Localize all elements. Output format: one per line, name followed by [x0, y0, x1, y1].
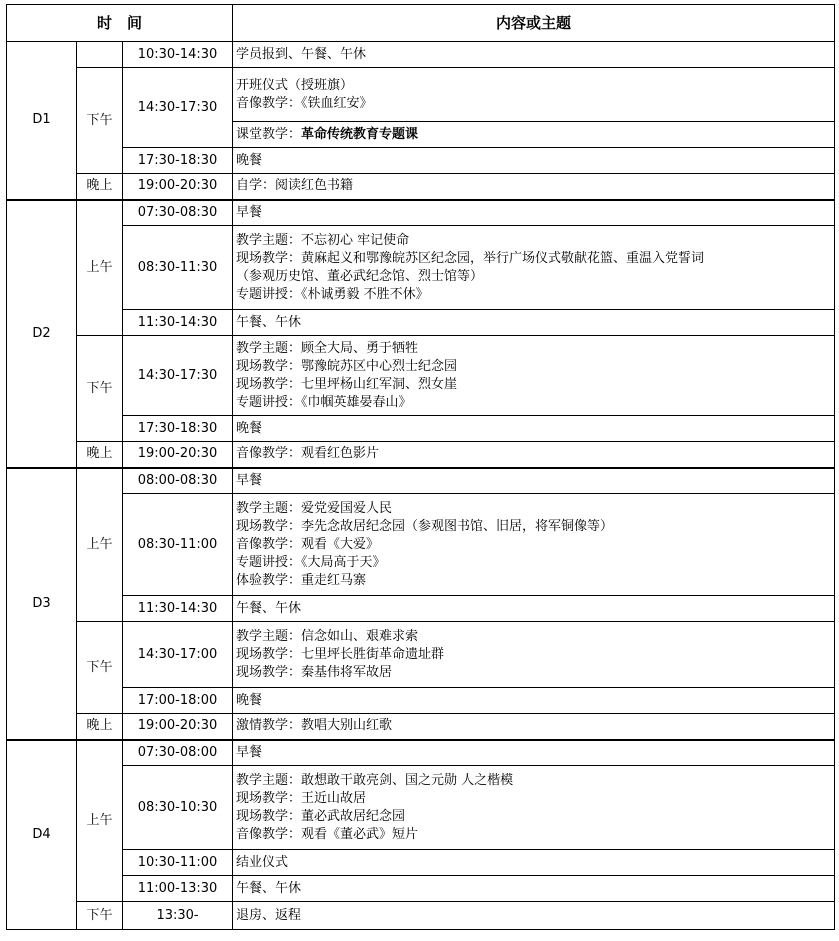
content-cell	[233, 596, 835, 622]
content-line: 早餐	[236, 204, 263, 220]
content-line: 教学主题：敢想敢干敢亮剑、国之元勋 人之楷模	[236, 772, 514, 788]
content-cell	[233, 714, 835, 740]
time-cell: 14:30-17:00	[123, 622, 233, 688]
schedule-row	[7, 876, 835, 902]
period-label: 晚上	[77, 714, 123, 740]
day-label: D4	[7, 740, 77, 930]
content-line: 早餐	[236, 472, 263, 488]
content-line: 午餐、午休	[236, 314, 302, 330]
content-line: 早餐	[236, 744, 263, 760]
schedule-row	[7, 902, 835, 930]
content-line: 自学：阅读红色书籍	[236, 178, 354, 194]
day-label: D2	[7, 200, 77, 468]
time-cell: 14:30-17:30	[123, 336, 233, 416]
content-line: 现场教学：王近山故居	[236, 790, 367, 806]
time-cell: 07:30-08:30	[123, 200, 233, 226]
period-label: 下午	[77, 336, 123, 442]
schedule-row	[7, 416, 835, 442]
content-line: 现场教学：黄麻起义和鄂豫皖苏区纪念园，举行广场仪式敬献花篮、重温入党誓词	[236, 250, 705, 266]
schedule-row	[7, 310, 835, 336]
period-label: 上午	[77, 740, 123, 902]
schedule-row	[7, 596, 835, 622]
period-label: 下午	[77, 902, 123, 930]
day-label: D1	[7, 42, 77, 200]
content-line: 教学主题：顾全大局、勇于牺牲	[236, 340, 419, 356]
content-cell	[233, 336, 835, 416]
content-line: 现场教学：秦基伟将军故居	[236, 664, 393, 680]
content-line: 现场教学：鄂豫皖苏区中心烈士纪念园	[236, 358, 458, 374]
content-line: 开班仪式（授班旗）	[236, 77, 354, 93]
schedule-row	[7, 688, 835, 714]
content-bold-topic: 革命传统教育专题课	[301, 126, 419, 142]
content-cell	[233, 68, 835, 122]
schedule-row	[7, 622, 835, 688]
schedule-row	[7, 226, 835, 310]
period-label: 下午	[77, 622, 123, 714]
content-line: 晚餐	[236, 152, 263, 168]
content-line: 现场教学：董必武故居纪念园	[236, 808, 406, 824]
content-line: 学员报到、午餐、午休	[236, 46, 367, 62]
content-line: 音像教学：观看《大爱》	[236, 536, 380, 552]
content-cell	[233, 494, 835, 596]
time-cell: 08:00-08:30	[123, 468, 233, 494]
time-cell: 17:30-18:30	[123, 416, 233, 442]
schedule-table	[6, 4, 835, 930]
schedule-row	[7, 68, 835, 122]
schedule-row	[7, 42, 835, 68]
content-line: 音像教学：观看红色影片	[236, 446, 380, 462]
content-line: 音像教学：《铁血红安》	[236, 95, 373, 111]
time-cell: 19:00-20:30	[123, 174, 233, 200]
period-label: 上午	[77, 468, 123, 622]
content-line: 退房、返程	[236, 907, 302, 923]
period-label: 晚上	[77, 174, 123, 200]
schedule-row	[7, 850, 835, 876]
content-line: 午餐、午休	[236, 600, 302, 616]
schedule-row	[7, 174, 835, 200]
content-line: 晚餐	[236, 692, 263, 708]
content-cell	[233, 42, 835, 68]
content-line: 激情教学：教唱大别山红歌	[236, 718, 393, 734]
content-line: 午餐、午休	[236, 880, 302, 896]
content-line: 教学主题：信念如山、艰难求索	[236, 628, 419, 644]
content-line: 专题讲授：《大局高于天》	[236, 554, 386, 570]
time-cell: 11:00-13:30	[123, 876, 233, 902]
content-line: 结业仪式	[236, 854, 289, 870]
content-cell	[233, 310, 835, 336]
schedule-row	[7, 336, 835, 416]
schedule-row	[7, 494, 835, 596]
content-header: 内容或主题	[233, 5, 835, 42]
time-cell: 11:30-14:30	[123, 310, 233, 336]
content-line: 教学主题：爱党爱国爱人民	[236, 500, 393, 516]
content-line: 现场教学：七里坪长胜街革命遗址群	[236, 646, 445, 662]
time-cell: 07:30-08:00	[123, 740, 233, 766]
time-cell: 10:30-11:00	[123, 850, 233, 876]
period-label: 晚上	[77, 442, 123, 468]
content-cell	[233, 416, 835, 442]
schedule-row	[7, 200, 835, 226]
time-cell: 08:30-11:00	[123, 494, 233, 596]
content-cell	[233, 174, 835, 200]
period-label: 上午	[77, 200, 123, 336]
time-cell: 14:30-17:30	[123, 68, 233, 148]
time-cell: 17:00-18:00	[123, 688, 233, 714]
day-label: D3	[7, 468, 77, 740]
schedule-row	[7, 766, 835, 850]
content-line: 教学主题：不忘初心 牢记使命	[236, 232, 410, 248]
time-cell: 19:00-20:30	[123, 714, 233, 740]
content-cell	[233, 902, 835, 930]
content-cell	[233, 122, 835, 148]
schedule-row	[7, 740, 835, 766]
content-cell	[233, 148, 835, 174]
content-cell	[233, 200, 835, 226]
time-cell: 17:30-18:30	[123, 148, 233, 174]
schedule-row	[7, 468, 835, 494]
time-cell: 08:30-11:30	[123, 226, 233, 310]
content-line: 专题讲授：《朴诚勇毅 不胜不休》	[236, 286, 429, 302]
content-cell	[233, 468, 835, 494]
content-line: （参观历史馆、董必武纪念馆、烈士馆等）	[236, 268, 484, 284]
content-cell	[233, 442, 835, 468]
header-row	[7, 5, 835, 42]
content-cell	[233, 226, 835, 310]
period-label: 下午	[77, 68, 123, 174]
content-cell	[233, 876, 835, 902]
content-line: 现场教学：李先念故居纪念园（参观图书馆、旧居，将军铜像等）	[236, 518, 614, 534]
content-line: 专题讲授：《巾帼英雄晏春山》	[236, 394, 412, 410]
time-cell: 10:30-14:30	[123, 42, 233, 68]
schedule-row	[7, 714, 835, 740]
content-line: 音像教学：观看《董必武》短片	[236, 826, 419, 842]
time-cell: 08:30-10:30	[123, 766, 233, 850]
time-cell: 19:00-20:30	[123, 442, 233, 468]
content-line: 晚餐	[236, 420, 263, 436]
period-label	[77, 42, 123, 68]
time-header: 时 间	[7, 5, 233, 42]
schedule-row	[7, 442, 835, 468]
content-cell	[233, 740, 835, 766]
content-cell	[233, 688, 835, 714]
content-cell	[233, 766, 835, 850]
content-line: 体验教学：重走红马寨	[236, 572, 367, 588]
content-cell	[233, 622, 835, 688]
schedule-row	[7, 148, 835, 174]
time-cell: 11:30-14:30	[123, 596, 233, 622]
time-cell: 13:30-	[123, 902, 233, 930]
content-prefix: 课堂教学：	[236, 126, 302, 142]
content-cell	[233, 850, 835, 876]
content-line: 现场教学：七里坪杨山红军洞、烈女崖	[236, 376, 458, 392]
